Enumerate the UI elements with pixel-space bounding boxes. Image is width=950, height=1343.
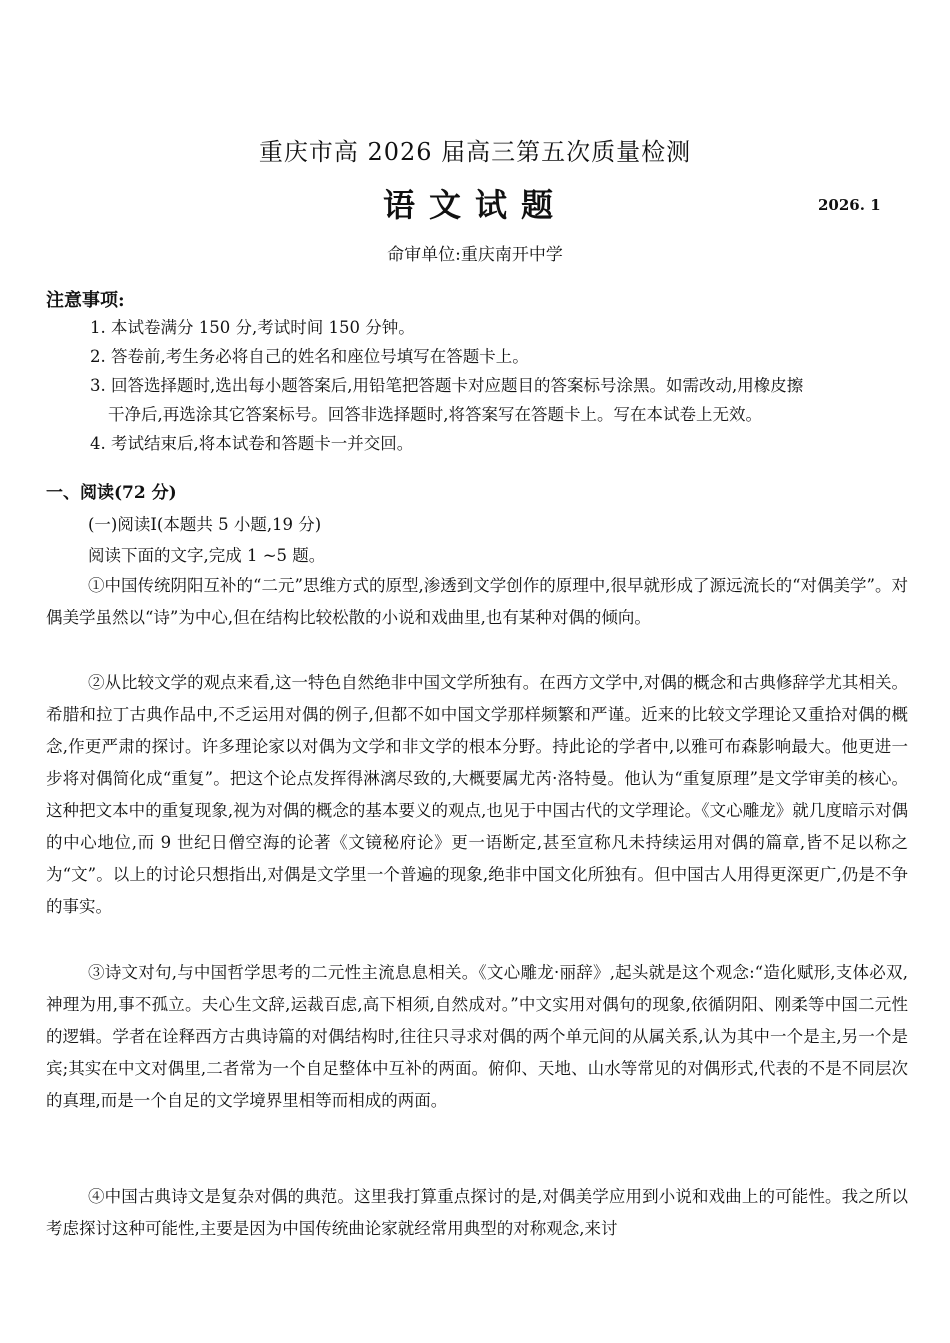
notice-item-2: 2. 答卷前,考生务必将自己的姓名和座位号填写在答题卡上。 <box>90 347 529 366</box>
paragraph-1: ①中国传统阴阳互补的“二元”思维方式的原型,渗透到文学创作的原理中,很早就形成了源远流长的“对偶美学”。对偶美学虽然以“诗”为中心,但在结构比较松散的小说和戏曲里,也有某种对偶的倾向。 <box>46 576 908 627</box>
notice-item-1: 1. 本试卷满分 150 分,考试时间 150 分钟。 <box>90 318 415 337</box>
notice-heading: 注意事项: <box>46 290 125 311</box>
exam-date: 2026. 1 <box>818 196 881 214</box>
subject-title: 语文试题 <box>382 186 567 224</box>
part-title: (一)阅读Ⅰ(本题共 5 小题,19 分) <box>88 515 322 534</box>
section-title: 一、阅读(72 分) <box>46 483 177 503</box>
paragraph-4: ④中国古典诗文是复杂对偶的典范。这里我打算重点探讨的是,对偶美学应用到小说和戏曲上的可能性。我之所以考虑探讨这种可能性,主要是因为中国传统曲论家就经常用典型的对称观念,来讨 <box>46 1187 908 1238</box>
notice-item-3 <box>90 371 905 429</box>
notice-item-3-line-2: 干净后,再选涂其它答案标号。回答非选择题时,将答案写在答题卡上。写在本试卷上无效。 <box>108 405 762 424</box>
paragraph-2: ②从比较文学的观点来看,这一特色自然绝非中国文学所独有。在西方文学中,对偶的概念和古典修辞学尤其相关。希腊和拉丁古典作品中,不乏运用对偶的例子,但都不如中国文学那样频繁和严谨。近来的比较文学理论又重拾对偶的概念,作更严肃的探讨。许多理论家以对偶为文学和非文学的根本分野。持此论的学者中,以雅可布森影响最大。他更进一步将对偶简化成“重复”。把这个论点发挥得淋漓尽致的,大概要属尤芮·洛特曼。他认为“重复原理”是文学审美的核心。这种把文本中的重复现象,视为对偶的概念的基本要义的观点,也见于中国古代的文学理论。《文心雕龙》就几度暗示对偶的中心地位,而 9 世纪日僧空海的论著《文镜秘府论》更一语断定,甚至宣称凡未持续运用对偶的篇章,皆不足以称之为“文”。以上的讨论只想指出,对偶是文学里一个普遍的现象,绝非中国文化所独有。但中国古人用得更深更广,仍是不争的事实。 <box>46 673 908 916</box>
notice-item-3-line-1: 3. 回答选择题时,选出每小题答案后,用铅笔把答题卡对应题目的答案标号涂黑。如需改动,用橡皮擦 <box>90 376 804 395</box>
paragraph-3: ③诗文对句,与中国哲学思考的二元性主流息息相关。《文心雕龙·丽辞》,起头就是这个观念:“造化赋形,支体必双,神理为用,事不孤立。夫心生文辞,运裁百虑,高下相须,自然成对。”中文实用对偶句的现象,依循阴阳、刚柔等中国二元性的逻辑。学者在诠释西方古典诗篇的对偶结构时,往往只寻求对偶的两个单元间的从属关系,认为其中一个是主,另一个是宾;其实在中文对偶里,二者常为一个自足整体中互补的两面。俯仰、天地、山水等常见的对偶形式,代表的不是不同层次的真理,而是一个自足的文学境界里相等而相成的两面。 <box>46 963 908 1110</box>
issuing-unit: 命审单位:重庆南开中学 <box>387 245 563 265</box>
notice-item-4: 4. 考试结束后,将本试卷和答题卡一并交回。 <box>90 434 414 453</box>
reading-instruction: 阅读下面的文字,完成 1 ~5 题。 <box>88 546 326 565</box>
exam-title: 重庆市高 2026 届高三第五次质量检测 <box>258 138 692 166</box>
